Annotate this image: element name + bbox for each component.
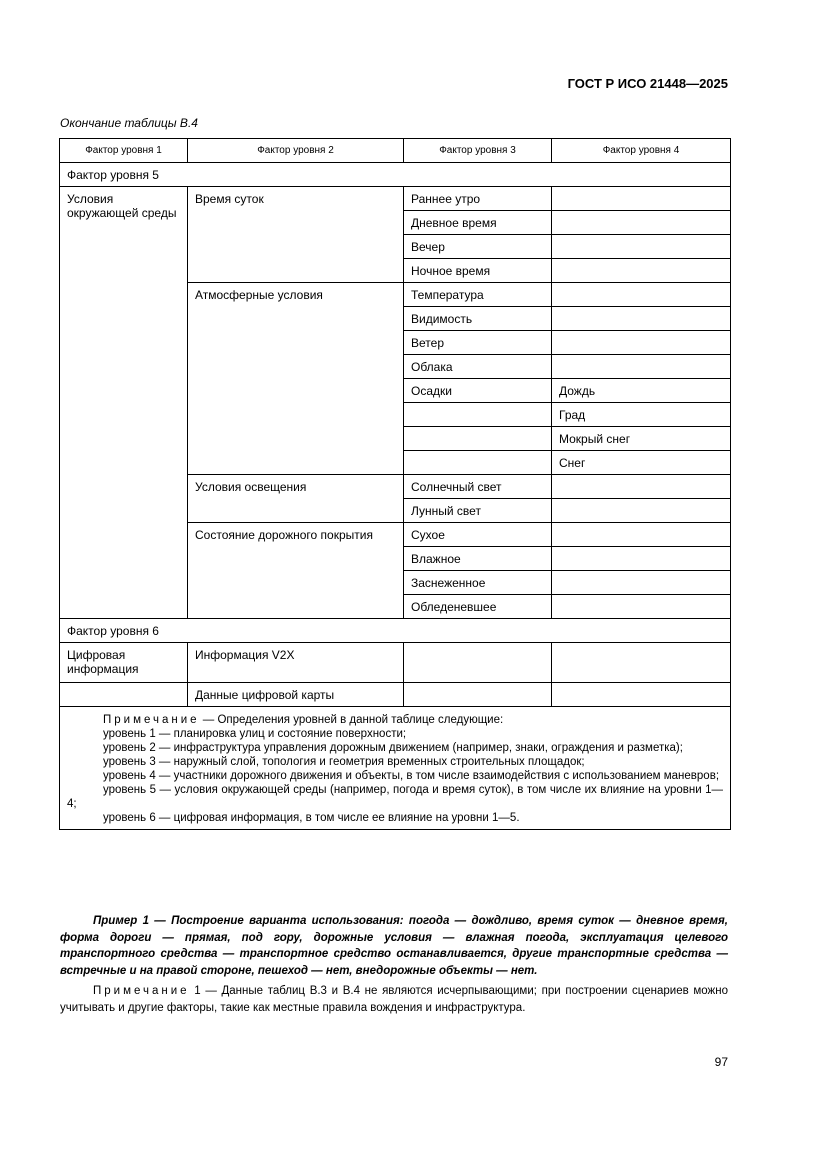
v2x-cell: Информация V2X: [188, 643, 404, 683]
level4-cell: [552, 523, 731, 547]
level3-cell: Раннее утро: [404, 187, 552, 211]
level4-cell: [552, 331, 731, 355]
table-row: [60, 643, 731, 683]
digital-map-cell: Данные цифровой карты: [188, 683, 404, 707]
level4-cell: Мокрый снег: [552, 427, 731, 451]
level3-cell: [404, 683, 552, 707]
level3-cell: Облака: [404, 355, 552, 379]
group-header-level6: Фактор уровня 6: [60, 619, 731, 643]
table-header-row: [60, 139, 731, 163]
level4-cell: [552, 259, 731, 283]
note-line: уровень 2 — инфраструктура управления дорожным движением (например, знаки, ограждения и разметка);: [103, 742, 683, 754]
env-conditions-cell: Условия окружающей среды: [60, 187, 188, 619]
level3-cell: Влажное: [404, 547, 552, 571]
level3-cell: [404, 427, 552, 451]
note-line: уровень 3 — наружный слой, топология и геометрия временных строительных площадок;: [103, 756, 585, 768]
level3-cell: [404, 403, 552, 427]
lighting-cell: Условия освещения: [188, 475, 404, 523]
level4-cell: [552, 499, 731, 523]
col-header-level3: Фактор уровня 3: [404, 139, 552, 163]
table-row: [60, 683, 731, 707]
level3-cell: Вечер: [404, 235, 552, 259]
factors-table: [59, 138, 731, 830]
level4-cell: [552, 475, 731, 499]
level4-cell: [552, 683, 731, 707]
note-intro-text: — Определения уровней в данной таблице следующие:: [199, 714, 504, 726]
level3-cell: [404, 643, 552, 683]
level4-cell: Град: [552, 403, 731, 427]
table-row: [60, 707, 731, 830]
level4-cell: [552, 235, 731, 259]
level4-cell: Дождь: [552, 379, 731, 403]
level4-cell: [552, 547, 731, 571]
level4-cell: [552, 307, 731, 331]
bottom-note: [60, 983, 728, 1016]
group-header-level5: Фактор уровня 5: [60, 163, 731, 187]
digital-info-cell: Цифровая информация: [60, 643, 188, 683]
level3-cell: Ветер: [404, 331, 552, 355]
note-intro: [67, 713, 723, 727]
bottom-note-text: 1 — Данные таблиц В.3 и В.4 не являются исчерпывающими; при построении сценариев можно учитывать и другие факторы, такие как местные правила вождения и инфраструктура.: [60, 985, 728, 1014]
level4-cell: [552, 187, 731, 211]
level4-cell: Снег: [552, 451, 731, 475]
level3-cell: Сухое: [404, 523, 552, 547]
note-line: уровень 1 — планировка улиц и состояние поверхности;: [103, 728, 407, 740]
level3-cell: Заснеженное: [404, 571, 552, 595]
level4-cell: [552, 571, 731, 595]
table-row: [60, 187, 731, 211]
level4-cell: [552, 283, 731, 307]
bottom-note-label: Примечание: [93, 985, 190, 997]
atmosphere-cell: Атмосферные условия: [188, 283, 404, 475]
level1-cell: [60, 683, 188, 707]
note-line: уровень 5 — условия окружающей среды (например, погода и время суток), в том числе их влияние на уровни 1—4;: [67, 784, 723, 810]
document-standard-id: ГОСТ Р ИСО 21448—2025: [567, 76, 728, 91]
example-paragraph: Пример 1 — Построение варианта использования: погода — дождливо, время суток — дневное время, форма дороги — прямая, под гору, дорожные условия — влажная погода, эксплуатация целевого транспортного средства — транспортное средство останавливается, другие транспортные средства — встречные и на правой стороне, пешеход — нет, внедорожные объекты — нет.: [60, 915, 728, 977]
level3-cell: Солнечный свет: [404, 475, 552, 499]
time-of-day-cell: Время суток: [188, 187, 404, 283]
table-note: [60, 707, 731, 830]
level3-cell: Видимость: [404, 307, 552, 331]
table-row: [60, 163, 731, 187]
level3-cell: Дневное время: [404, 211, 552, 235]
level3-cell: Ночное время: [404, 259, 552, 283]
level4-cell: [552, 595, 731, 619]
level4-cell: [552, 211, 731, 235]
page-number: 97: [714, 1055, 728, 1069]
note-line: уровень 4 — участники дорожного движения и объекты, в том числе взаимодействия с использованием маневров;: [103, 770, 720, 782]
col-header-level1: Фактор уровня 1: [60, 139, 188, 163]
level4-cell: [552, 355, 731, 379]
note-label: Примечание: [103, 714, 200, 726]
note-line: уровень 6 — цифровая информация, в том числе ее влияние на уровни 1—5.: [103, 812, 520, 824]
road-surface-cell: Состояние дорожного покрытия: [188, 523, 404, 619]
level3-cell: Лунный свет: [404, 499, 552, 523]
level3-cell: [404, 451, 552, 475]
table-row: [60, 619, 731, 643]
table-caption: Окончание таблицы В.4: [60, 116, 198, 130]
col-header-level4: Фактор уровня 4: [552, 139, 731, 163]
level3-cell: Обледеневшее: [404, 595, 552, 619]
level3-cell: Температура: [404, 283, 552, 307]
col-header-level2: Фактор уровня 2: [188, 139, 404, 163]
level4-cell: [552, 643, 731, 683]
level3-cell: Осадки: [404, 379, 552, 403]
